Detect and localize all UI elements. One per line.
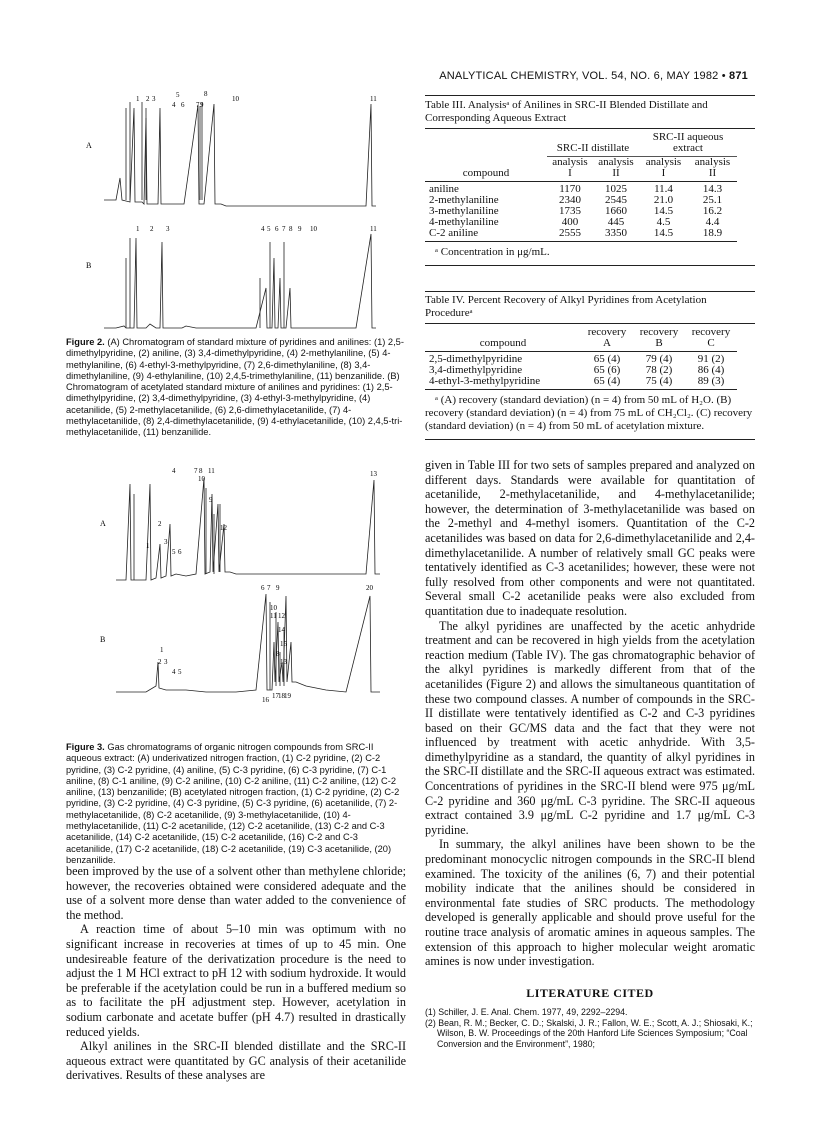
fig2b-peak-label: 7 [282, 225, 286, 233]
panel-a-label: A [100, 519, 106, 528]
fig2a-peak-label: 10 [232, 95, 239, 103]
cell: 21.0 [653, 194, 674, 206]
fig2a-peak-label: 8 [204, 90, 208, 98]
fig2a-peak-label: 5 [176, 91, 180, 99]
fig3a-peak-label: 7 [194, 467, 198, 475]
fig2a-peak-label: 1 [136, 95, 140, 103]
figure-3-caption-text: Gas chromatograms of organic nitrogen compounds from SRC-II aqueous extract: (A) underivatized nitrogen fraction, (1) C-2 pyridine, (2) C-2 pyridine, (3) C-2 pyridine, (4) aniline, (5) C-3 pyridine, (6) C-3 pyridine, (7) C-1 aniline, (8) C-1 aniline, (9) C-2 aniline, (10) C-2 aniline, (11) C-2 aniline, (12) C-2 aniline, (13) benzanilide; (B) acetylated nitrogen fraction, (1) C-2 pyridine, (2) C-2 pyridine, (3) C-2 pyridine, (4) C-3 pyridine, (5) C-3 pyridine, (6) acetanilide, (7) 2-methylacetanilide, (8) C-2 acetanilide, (9) 3-methylacetanilide, (10) 4-methylacetanilide, (11) C-2 acetanilide, (12) C-2 acetanilide, (13) C-2 and C-3 acetanilide, (14) C-2 acetanilide, (15) C-2 acetanilide, (16) C-2 and C-3 acetanilide, (17) C-2 acetanilide, (18) C-2 acetanilide, (19) C-3 acetanilide, (20) benzanilide. [66, 742, 400, 865]
table-3-col-header: analysis I [552, 156, 588, 179]
literature-heading: LITERATURE CITED [526, 986, 654, 1000]
table-3-footnote: ᵃ Concentration in μg/mL. [435, 246, 550, 258]
cell: 445 [607, 216, 625, 228]
table-4-col-header: recovery A [587, 326, 627, 349]
fig3b-peak-label: 7 [267, 584, 271, 592]
fig3b-peak-label: 8 [276, 650, 280, 658]
table-row [425, 228, 737, 239]
fig2a-peak-label: 11 [370, 95, 377, 103]
page-number: 871 [729, 70, 748, 82]
fig3a-peak-label: 6 [178, 548, 182, 556]
fig2a-peak-label: 6 [181, 101, 185, 109]
panel-a-label: A [86, 141, 92, 150]
cell: 65 (6) [593, 364, 621, 376]
table-row [425, 376, 737, 387]
cell: 1170 [559, 183, 581, 195]
table-4-grid [425, 327, 737, 392]
fig3b-peak-label: 15 [280, 640, 287, 648]
figure-3-chromatograms [86, 464, 406, 756]
cell: 25.1 [702, 194, 723, 206]
fig3a-peak-label: 1 [146, 542, 150, 550]
cell: 75 (4) [645, 375, 673, 387]
fig3b-peak-label: 16 [262, 696, 269, 704]
cell: 14.5 [653, 205, 674, 217]
cell: 14.3 [702, 183, 723, 195]
cell: 91 (2) [697, 353, 725, 365]
figure-2-panel-b [86, 225, 377, 328]
fig2a-peak-label: 7 [196, 101, 200, 109]
cell: 16.2 [702, 205, 723, 217]
cell: 4-methylaniline [429, 216, 499, 228]
trace [104, 104, 376, 206]
fig3b-peak-label: 3 [164, 658, 168, 666]
fig2b-peak-label: 4 [261, 225, 265, 233]
panel-b-label: B [86, 261, 92, 270]
fig2b-peak-label: 3 [166, 225, 170, 233]
table-3-col-header: analysis I [645, 156, 682, 179]
table-3-caption: Table III. Analysisᵃ of Anilines in SRC-II Blended Distillate and Corresponding Aqueous Extract [425, 99, 708, 124]
cell: 4.4 [705, 216, 720, 228]
paragraph: In summary, the alkyl anilines have been shown to be the predominant monocyclic nitrogen compounds in the SRC-II blend examined. The toxicity of the anilines (6, 7) and their potential mobility indicate that the anilines should be considered in environmental fate studies of SRC products. The methodology developed is generally applicable and should prove useful for the routine trace analysis of aromatic amines in aqueous samples. The extension of this approach to higher molecular weight aromatic amines is now under investigation. [425, 837, 755, 969]
fig3b-peak-label: 10 [270, 604, 277, 612]
journal-title: ANALYTICAL CHEMISTRY, VOL. 54, NO. 6, MAY 1982 [439, 70, 719, 82]
fig3a-peak-label: 3 [164, 538, 168, 546]
fig2b-peak-label: 5 [267, 225, 271, 233]
cell: 89 (3) [697, 375, 725, 387]
cell: 2340 [559, 194, 581, 206]
panel-b-label: B [100, 635, 106, 644]
figure-3-panel-b [100, 584, 380, 704]
reference-item: (1) Schiller, J. E. Anal. Chem. 1977, 49, 2292–2294. [425, 1007, 628, 1017]
figure-3-label: Figure 3. [66, 742, 105, 752]
table-4-col-header: recovery B [639, 326, 679, 349]
table-3-group-header: SRC-II distillate [556, 142, 630, 154]
figure-2-chromatograms [86, 88, 406, 340]
cell: 11.4 [654, 183, 673, 195]
cell: 1025 [605, 183, 627, 195]
reference-item: (2) Bean, R. M.; Becker, C. D.; Skalski, J. R.; Fallon, W. E.; Scott, A. J.; Shiosaki, K.; Wilson, B. W. Proceedings of the 20th Hanford Life Sciences Symposium; “Coal Conversion and the Environment”, 1980; [425, 1017, 753, 1049]
fig2a-peak-label: 3 [152, 95, 156, 103]
figure-2-label: Figure 2. [66, 337, 105, 347]
fig3b-peak-label: 12 [278, 612, 285, 620]
cell: 1660 [605, 205, 627, 217]
fig3a-peak-label: 4 [172, 467, 176, 475]
table-4-col-header: compound [479, 337, 527, 349]
cell: 3350 [605, 227, 627, 239]
table-3-col-header: analysis II [598, 156, 634, 179]
table-3-col-header: analysis II [694, 156, 731, 179]
fig3b-peak-label: 11 [270, 612, 277, 620]
fig3b-peak-label: 13 [280, 658, 287, 666]
fig3b-peak-label: 19 [284, 692, 291, 700]
table-4-caption: Table IV. Percent Recovery of Alkyl Pyridines from Acetylation Procedureᵃ [425, 294, 707, 319]
cell: 2545 [605, 194, 627, 206]
paragraph: Alkyl anilines in the SRC-II blended distillate and the SRC-II aqueous extract were quantitated by GC analysis of their acetanilide derivatives. Results of these analyses are [66, 1039, 406, 1083]
cell: 18.9 [702, 227, 723, 239]
table-4-footnote: ᵃ (A) recovery (standard deviation) (n = 4) from 50 mL of H₂O. (B) recovery (standard deviation) (n = 4) from 75 mL of CH₂Cl₂. (C) recovery (standard deviation) (n = 4) from 50 mL of acetylation mixture. [425, 394, 753, 432]
cell: 4-ethyl-3-methylpyridine [429, 375, 541, 387]
table-3 [425, 95, 755, 266]
fig3a-peak-label: 8 [199, 467, 203, 475]
fig3a-peak-label: 9 [209, 496, 213, 504]
fig2b-peak-label: 1 [136, 225, 140, 233]
paragraph: been improved by the use of a solvent other than methylene chloride; however, the recoveries obtained were considered adequate and the use of a solvent more dense than water added to the convenience of the method. [66, 864, 406, 922]
fig2b-peak-label: 9 [298, 225, 302, 233]
table-3-grid [425, 132, 737, 244]
figure-2-caption-text: (A) Chromatogram of standard mixture of pyridines and anilines: (1) 2,5-dimethylpyridine, (2) aniline, (3) 3,4-dimethylpyridine, (4) 2-methylaniline, (5) 4-methylaniline, (6) 4-ethyl-3-methylpyridine, (7) 2,6-dimethylaniline, (8) 3,4-dimethylaniline, (9) 4-ethylaniline, (10) 2,4,5-trimethylaniline, (11) benzanilide. (B) Chromatogram of acetylated standard mixture of anilines and pyridines: (1) 2,5-dimethylpyridine, (2) 3,4-dimethylpyridine, (3) 4-ethyl-3-methylpyridine, (4) acetanilide, (5) 2-methylacetanilide, (6) 2,6-dimethylacetanilide, (7) 4-methylacetanilide, (8) 2,4-dimethylacetanilide, (9) 4-ethylacetanilide, (10) 2,4,5-tri-methylacetanilide, (11) benzanilide. [66, 337, 404, 438]
fig3b-peak-label: 20 [366, 584, 373, 592]
paragraph: given in Table III for two sets of samples prepared and analyzed on different days. Standards were available for quantitation of acetanilide, 2-methylacetanilide, and 4-methylacetanilide; however, the determination of 3-methylacetanilide was based on the 2-methyl and 4-methyl isomers. Quantitation of the C-2 acetanilides was based on data for 2,6-dimethylacetanilide and 2,4-dimethylacetanilide. A number of relatively small GC peaks were tentatively identified as C-3 acetanilides; however, these were not fully resolved from other components and were not quantitated. Several small C-2 acetanilide peaks were also excluded from quantitation due to inadequate resolution. [425, 458, 755, 618]
literature-cited [425, 986, 755, 1049]
running-header: ANALYTICAL CHEMISTRY, VOL. 54, NO. 6, MAY 1982 • 871 [439, 70, 748, 82]
cell: 65 (4) [593, 375, 621, 387]
fig3b-peak-label: 1 [160, 646, 164, 654]
fig3a-peak-label: 13 [370, 470, 377, 478]
fig2b-peak-label: 6 [275, 225, 279, 233]
fig3b-peak-label: 14 [278, 626, 285, 634]
table-4 [425, 291, 755, 440]
cell: 2-methylaniline [429, 194, 499, 206]
fig3b-peak-label: 6 [261, 584, 265, 592]
cell: 3,4-dimethylpyridine [429, 364, 523, 376]
fig3a-peak-label: 5 [172, 548, 176, 556]
fig3a-peak-label: 12 [220, 524, 227, 532]
figure-3-panel-a [100, 467, 380, 580]
fig3b-peak-label: 2 [158, 658, 162, 666]
fig3b-peak-label: 9 [276, 584, 280, 592]
fig3b-peak-label: 5 [178, 668, 182, 676]
cell: 3-methylaniline [429, 205, 499, 217]
right-column-body [425, 458, 755, 969]
fig2b-peak-label: 8 [289, 225, 293, 233]
fig3a-peak-label: 10 [198, 475, 205, 483]
fig2a-peak-label: 4 [172, 101, 176, 109]
table-3-group-header: SRC-II aqueous extract [652, 131, 724, 154]
cell: 14.5 [653, 227, 674, 239]
table-3-col-header: compound [462, 167, 510, 179]
fig3b-peak-label: 17 [272, 692, 279, 700]
cell: 78 (2) [645, 364, 673, 376]
cell: 65 (4) [593, 353, 621, 365]
paragraph: A reaction time of about 5–10 min was optimum with no significant increase in recoveries at times of up to 45 min. One undesireable feature of the derivatization procedure is the need to adjust the 1 M HCl extract to pH 12 with sodium hydroxide. It would be preferable if the acetylation could be run in a buffered medium so as to facilitate the pH adjustment step. However, acetylation in sodium carbonate and acetate buffer (pH 4.7) resulted in drastically reduced yields. [66, 922, 406, 1039]
fig3b-peak-label: 18 [278, 692, 285, 700]
figure-2-panel-a [86, 90, 377, 206]
figure-2-caption [66, 337, 406, 439]
figure-3-caption [66, 742, 406, 866]
paragraph: The alkyl pyridines are unaffected by the acetic anhydride treatment and can be recovered in high yields from the acetylation reaction medium (Table IV). The gas chromatographic behavior of the alkyl pyridines is markedly different from that of the acetanilides (Figure 2) and allows the simultaneous quantitation of these two compound classes. A number of compounds in the SRC-II distillate were tentatively identified as C-2 and C-3 pyridines based on their GC/MS data and the fact that they were not influenced by treatment with acetic anhydride. With 3,5-dimethylpyridine as a standard, the quantity of alkyl pyridines in the SRC-II distillate and the SRC-II aqueous extract was estimated. Concentrations of pyridines in the SRC-II blend were 975 μg/mL C-2 pyridine and 360 μg/mL C-3 pyridine. The SRC-II aqueous extract contained 3.9 μg/mL C-2 pyridine and 1.7 μg/mL C-3 pyridine. [425, 618, 755, 837]
cell: 79 (4) [645, 353, 673, 365]
table-4-col-header: recovery C [691, 326, 731, 349]
cell: 86 (4) [697, 364, 725, 376]
fig3b-peak-label: 4 [172, 668, 176, 676]
fig2b-peak-label: 11 [370, 225, 377, 233]
fig3a-peak-label: 11 [208, 467, 215, 475]
fig2a-peak-label: 2 [146, 95, 150, 103]
fig3a-peak-label: 2 [158, 520, 162, 528]
fig2a-peak-label: 9 [200, 101, 204, 109]
left-column-body [66, 864, 406, 1083]
cell: 400 [561, 216, 579, 228]
cell: C-2 aniline [429, 227, 479, 239]
cell: 2,5-dimethylpyridine [429, 353, 523, 365]
cell: 2555 [559, 227, 581, 239]
fig2b-peak-label: 10 [310, 225, 317, 233]
fig2b-peak-label: 2 [150, 225, 154, 233]
cell: 4.5 [656, 216, 671, 228]
cell: 1735 [559, 205, 581, 217]
cell: aniline [429, 183, 459, 195]
